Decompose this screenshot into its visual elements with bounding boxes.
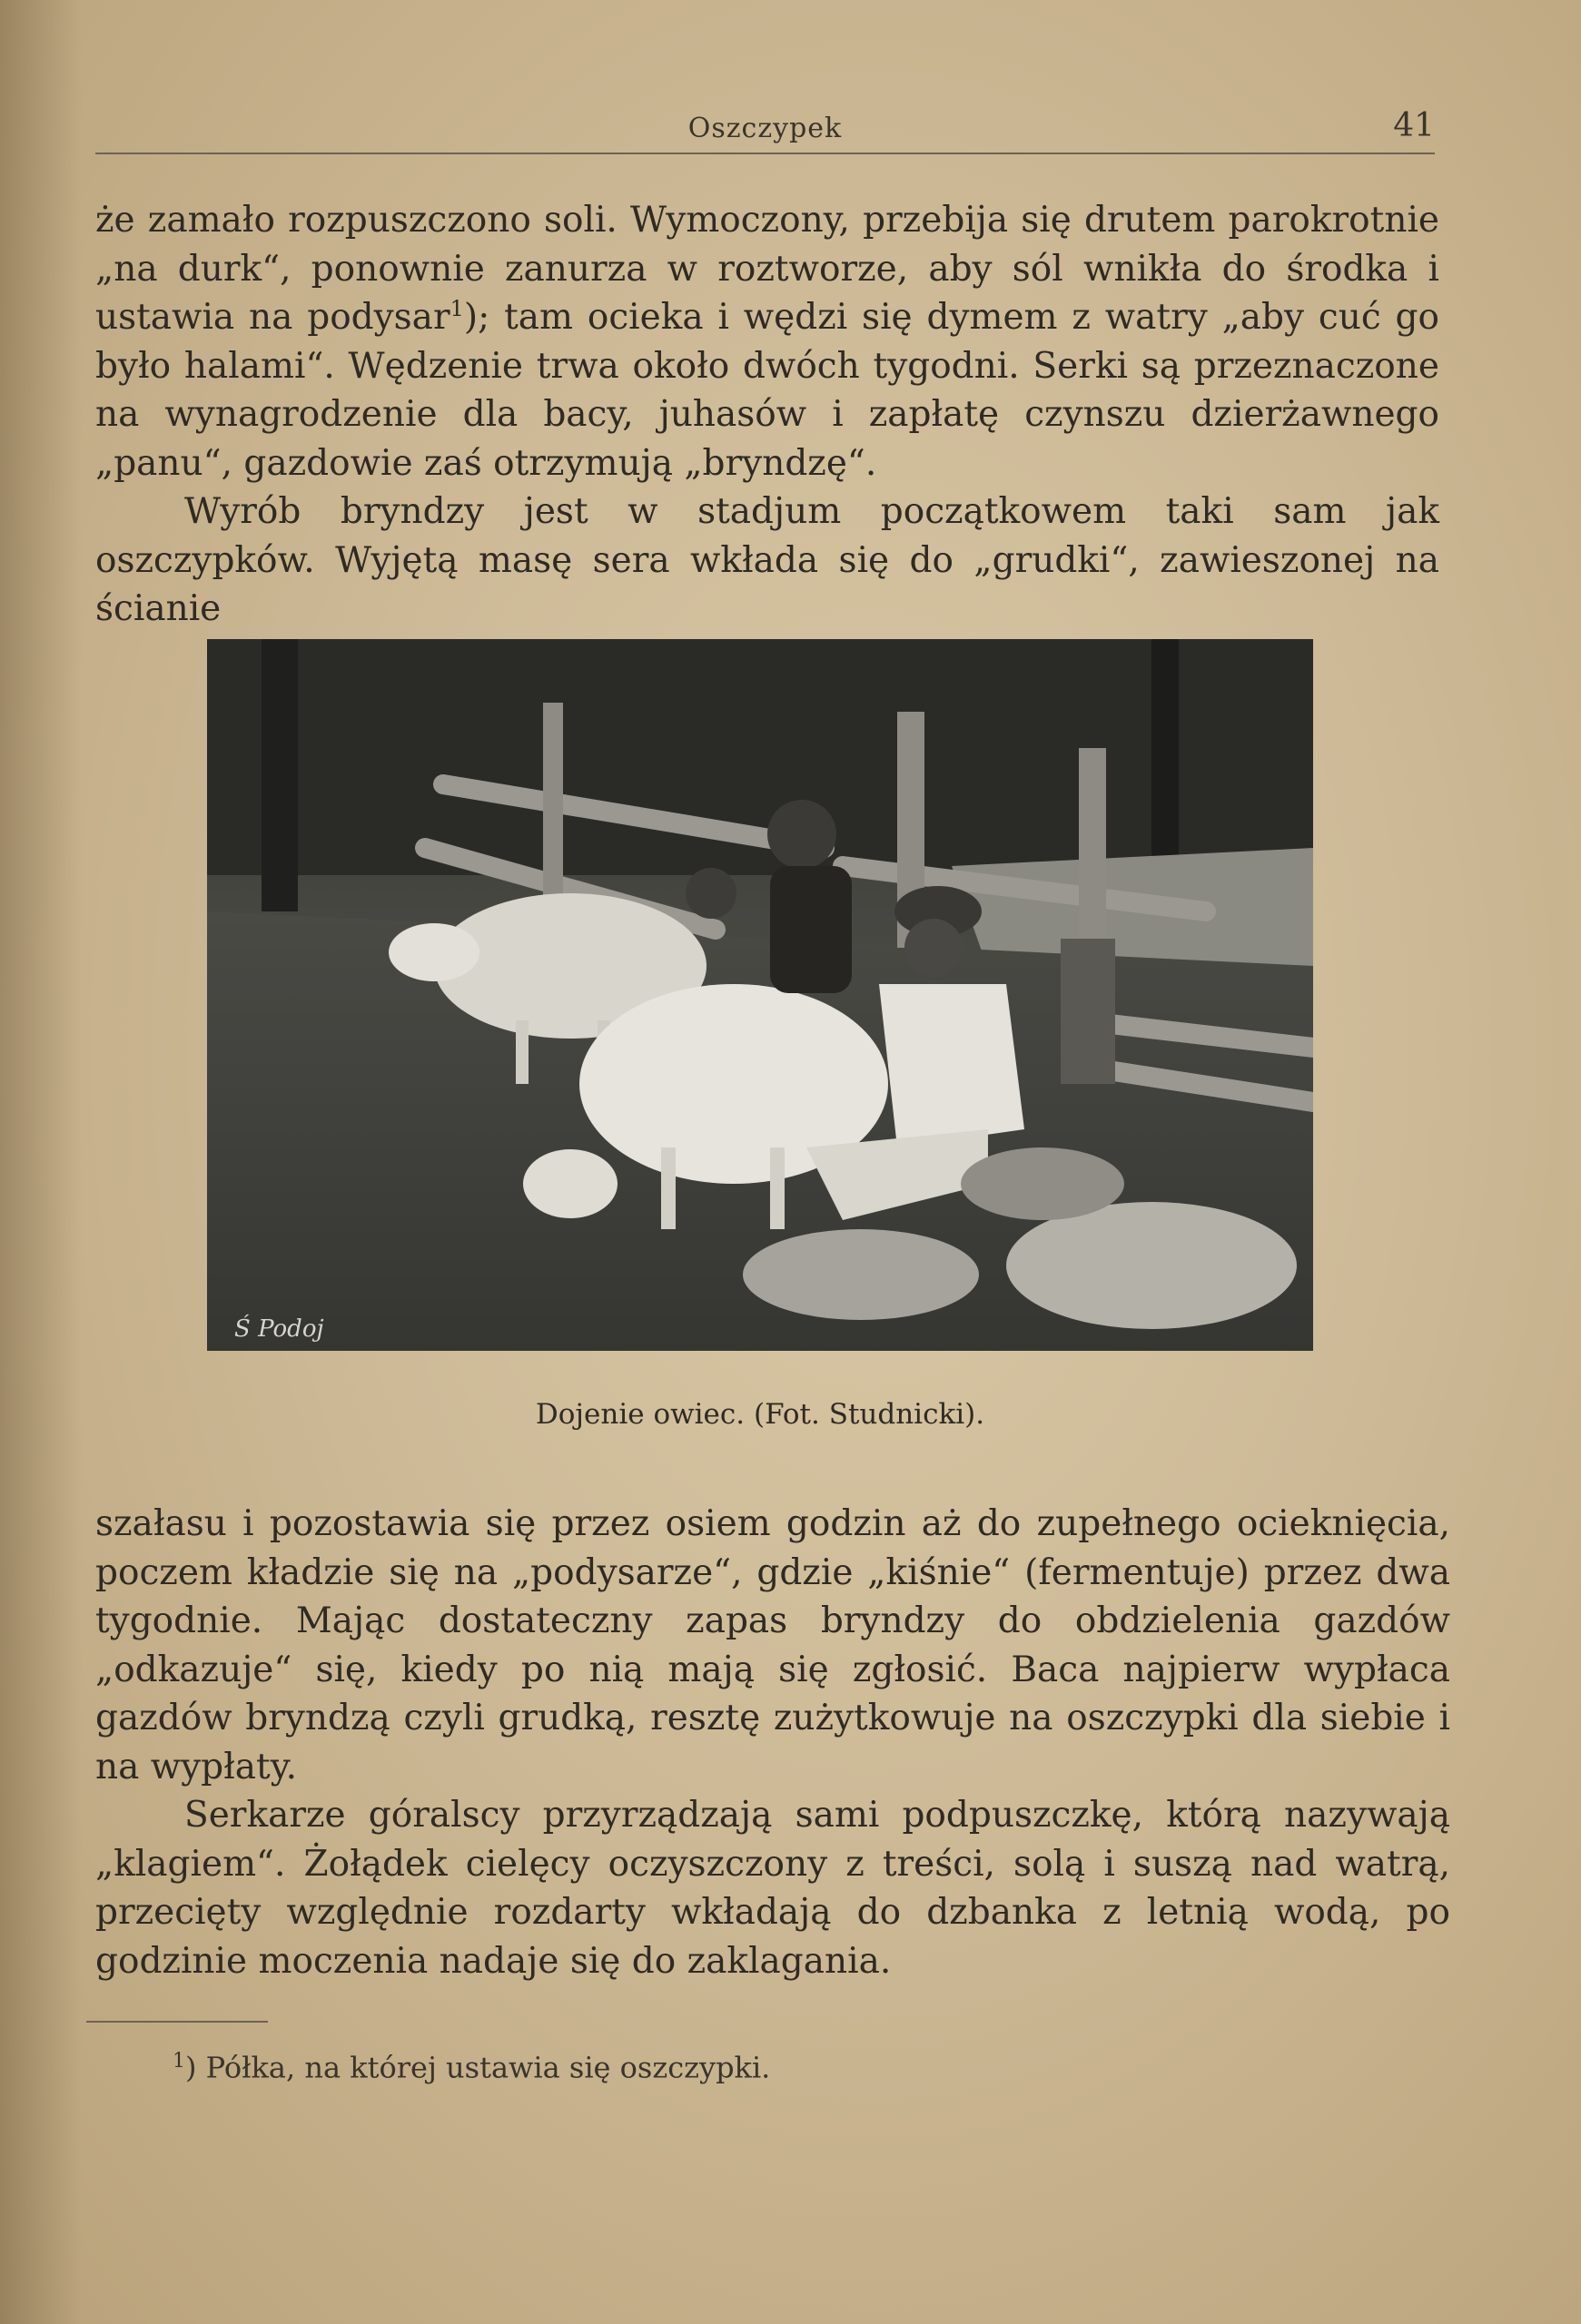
footnote [173, 2050, 770, 2085]
paragraph-text: ); tam ocieka i wędzi się dymem z watry „aby cuć go było halami“. Wędzenie trwa około dwóch tygodni. Serki są przeznaczone na wynagrodzenie dla bacy, juhasów i zapłatę czynszu dzierżawnego „panu“, gazdowie zaś otrzymują „bryndzę“. [95, 297, 1439, 484]
footnote-marker: 1 [173, 2050, 185, 2073]
footnote-rule [86, 2021, 268, 2023]
paragraph: szałasu i pozostawia się przez osiem godzin aż do zupełnego ocieknięcia, poczem kładzie się na „podysarze“, gdzie „kiśnie“ (fermentuje) przez dwa tygodnie. Mając dostateczny zapas bryndzy do obdzielenia gazdów „odkazuje“ się, kiedy po nią mają się zgłosić. Baca najpierw wypłaca gazdów bryndzą czyli grudką, resztę zużytkowuje na oszczypki dla siebie i na wypłaty. [95, 1503, 1450, 1787]
page-number: 41 [1393, 107, 1435, 144]
header-title: Oszczypek [687, 113, 843, 144]
photo-milking-sheep [207, 639, 1313, 1351]
footnote-reference: 1 [450, 296, 464, 321]
photo-signature: Ś Podoj [234, 1315, 324, 1343]
paragraph: Wyrób bryndzy jest w stadjum początkowem taki sam jak oszczypków. Wyjętą masę sera wkłada się do „grudki“, zawieszonej na ścianie [95, 491, 1439, 629]
text-block-top [95, 196, 1439, 634]
text-block-bottom [95, 1500, 1450, 1985]
paragraph-text: że zamało rozpuszczono soli. Wymoczony, przebija się drutem parokrotnie „na durk“, ponownie zanurza w roztworze, aby sól wnikła do środka i ustawia na podysar [95, 200, 1439, 338]
paragraph: Serkarze góralscy przyrządzają sami podpuszczkę, którą nazywają „klagiem“. Żołądek cielęcy oczyszczony z treści, solą i suszą nad watrą, przecięty względnie rozdarty wkładają do dzbanka z letnią wodą, po godzinie moczenia nadaje się do zaklagania. [95, 1795, 1450, 1982]
header-rule [95, 153, 1435, 154]
paragraph [95, 196, 1439, 487]
page-edge-shadow [0, 0, 82, 2324]
running-header [95, 107, 1435, 158]
figure-caption: Dojenie owiec. (Fot. Studnicki). [535, 1398, 985, 1431]
footnote-text: ) Półka, na której ustawia się oszczypki. [185, 2050, 771, 2085]
